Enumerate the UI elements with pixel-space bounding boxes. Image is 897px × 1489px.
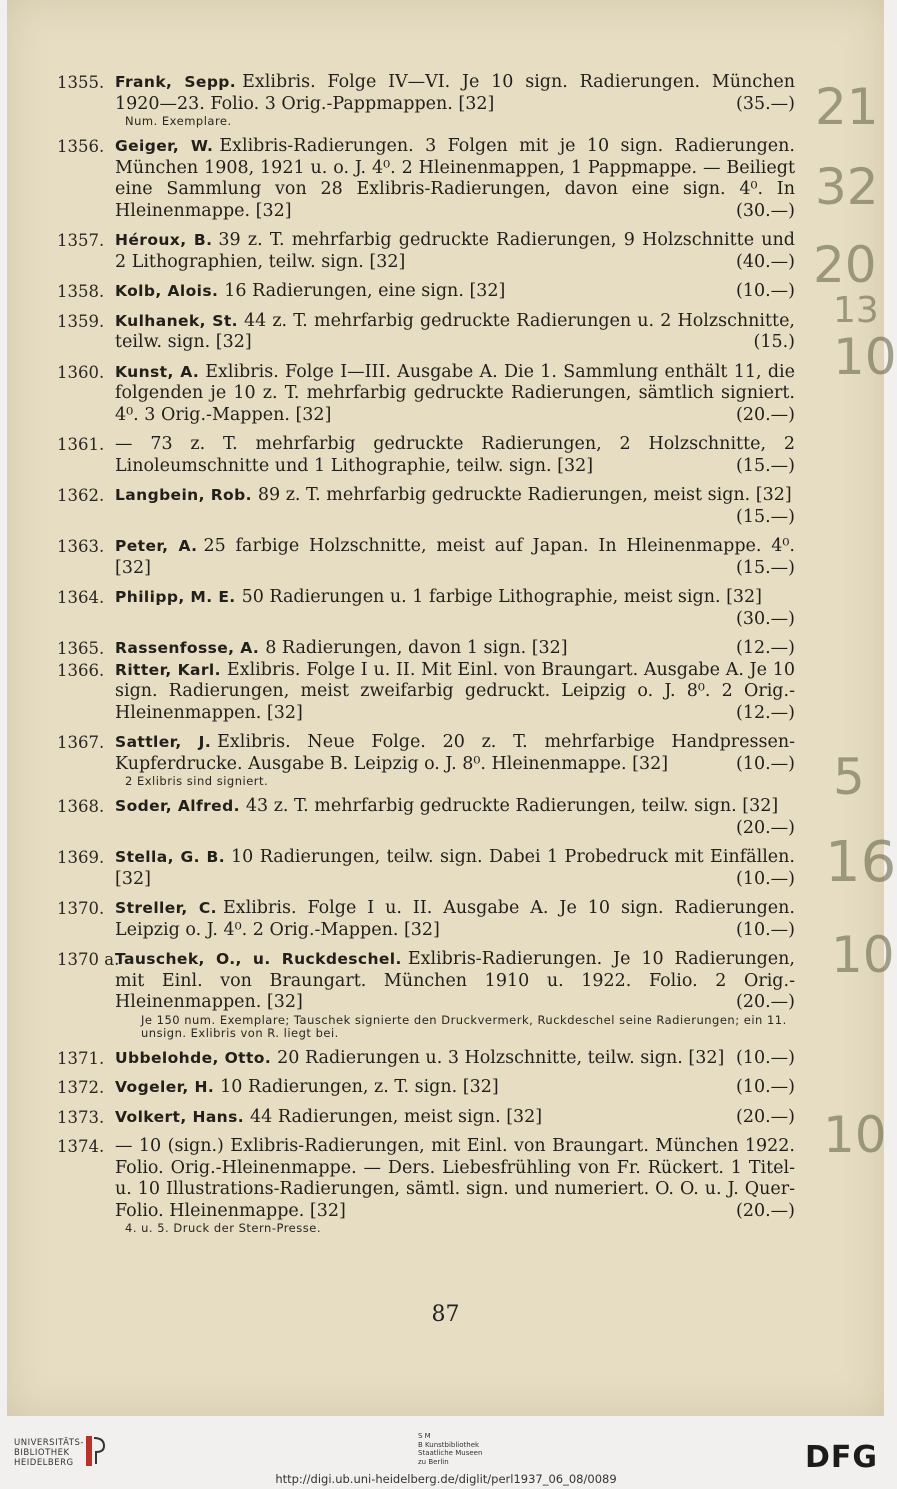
entry-price: (20.—) [736,817,795,838]
catalog-entry [7,949,884,1040]
entry-text: 50 Radierungen u. 1 farbige Lithographie, meist sign. [32] [241,587,763,607]
entry-text: — 73 z. T. mehrfarbig gedruckte Radierungen, 2 Holzschnitte, 2 Linoleumschnitte und 1 Lithographie, teilw. sign. [32] [115,434,795,476]
artist-name: Peter, A. [115,537,198,555]
entry-number: 1374. [57,1137,105,1156]
catalog-entry [7,898,884,941]
margin-note: 13 [833,290,879,331]
entry-note: 2 Exlibris sind signiert. [125,774,269,788]
library-line: UNIVERSITÄTS- [14,1438,84,1448]
library-line: BIBLIOTHEK [14,1448,70,1458]
catalog-entry [7,311,884,354]
catalog-entry [7,1107,884,1129]
artist-name: Frank, Sepp. [115,73,237,91]
entry-price: (15.) [753,332,795,352]
catalog-entry [7,536,884,579]
entry-body [115,1048,795,1070]
artist-name: Rassenfosse, A. [115,639,260,657]
entry-number: 1368. [57,797,105,816]
entry-number: 1369. [57,848,105,867]
catalog-entry [7,136,884,222]
entry-number: 1365. [57,639,105,658]
entry-text: Exlibris. Folge I u. II. Ausgabe A. Je 10 sign. Radierungen. Leipzig o. J. 4⁰. 2 Orig.-Mappen. [32] [115,898,795,940]
artist-name: Tauschek, O., u. Ruckdeschel. [115,950,402,968]
entry-price: (20.—) [736,1200,795,1221]
entry-number: 1361. [57,435,105,454]
entry-number: 1359. [57,311,105,331]
artist-name: Streller, C. [115,899,217,917]
entry-number: 1372. [57,1078,105,1097]
entry-text: Exlibris-Radierungen. Je 10 Radierungen, mit Einl. von Braungart. München 1910 u. 1922. Folio. 2 Orig.-Hleinenmappen. [32] [115,949,795,1012]
margin-note: 21 [815,78,879,136]
margin-note: 5 [833,748,865,806]
entry-body [115,1107,795,1129]
catalog-entry [7,732,884,788]
entry-price: (15.—) [736,557,795,578]
page-number: 87 [431,1302,460,1327]
credit-line: B Kunstbibliothek [418,1440,480,1449]
artist-name: Soder, Alfred. [115,797,240,815]
entry-text: Exlibris. Neue Folge. 20 z. T. mehrfarbige Handpressen-Kupferdrucke. Ausgabe B. Leipzig o. J. 8⁰. Hleinenmappe. [32] [115,732,795,774]
library-line: HEIDELBERG [14,1458,74,1468]
entry-text: Exlibris. Folge IV—VI. Je 10 sign. Radierungen. München 1920—23. Folio. 3 Orig.-Pappmappen. [32] [115,72,796,114]
entry-note: Num. Exemplare. [125,114,232,128]
entry-price: (20.—) [736,404,795,425]
artist-name: Kulhanek, St. [115,311,238,330]
entry-number: 1370. [57,899,105,918]
credit-line: zu Berlin [418,1457,449,1466]
entry-price: (35.—) [736,93,795,114]
entry-price: (10.—) [736,1077,795,1097]
catalog-entry [7,230,884,273]
entry-number: 1373. [57,1107,105,1127]
entry-list [7,72,884,1243]
entry-number: 1366. [57,660,105,680]
entry-price: (30.—) [736,200,795,221]
entry-number: 1356. [57,137,105,156]
artist-name: Philipp, M. E. [115,588,236,606]
entry-body [115,485,795,528]
entry-body [115,796,795,839]
artist-name: Vogeler, H. [115,1078,215,1096]
artist-name: Sattler, J. [115,733,212,751]
entry-price: (40.—) [736,251,795,272]
dfg-logo: DFG [804,1440,878,1475]
entry-price: (10.—) [736,919,795,940]
entry-text: 10 Radierungen, teilw. sign. Dabei 1 Probedruck mit Einfällen. [32] [115,847,795,889]
margin-note: 10 [823,1106,887,1164]
entry-note: 4. u. 5. Druck der Stern-Presse. [125,1221,321,1235]
catalog-entry [7,1136,884,1235]
footer-bar [0,1416,892,1489]
entry-body [115,638,795,660]
library-emblem-icon [82,1434,108,1468]
catalog-entry [7,362,884,427]
entry-text: 20 Radierungen u. 3 Holzschnitte, teilw. sign. [32] [277,1047,725,1068]
library-logo-text [14,1438,84,1468]
artist-name: Geiger, W. [115,137,214,155]
margin-note: 10 [833,328,897,386]
entry-number: 1364. [57,588,105,607]
entry-body [115,136,795,222]
entry-price: (30.—) [736,608,795,629]
catalog-entry [7,847,884,890]
entry-price: (15.—) [736,506,795,527]
entry-note: Je 150 num. Exemplare; Tauschek signierte den Druckvermerk, Ruckdeschel seine Radierungen; ein 11. unsign. Exlibris von R. liegt bei. [141,1012,787,1040]
artist-name: Ubbelohde, Otto. [115,1048,272,1067]
artist-name: Kolb, Alois. [115,282,219,300]
entry-text: 10 Radierungen, z. T. sign. [32] [220,1077,499,1097]
entry-body [115,434,795,477]
catalog-entry [7,281,884,303]
entry-text: 89 z. T. mehrfarbig gedruckte Radierungen, meist sign. [32] [257,485,792,505]
entry-number: 1370 a. [57,950,120,969]
entry-text: 16 Radierungen, eine sign. [32] [224,281,506,301]
entry-number: 1357. [57,231,105,250]
entry-text: 8 Radierungen, davon 1 sign. [32] [265,638,568,658]
entry-text: 39 z. T. mehrfarbig gedruckte Radierungen, 9 Holzschnitte und 2 Lithographien, teilw. sign. [32] [115,230,795,272]
entry-body [115,536,795,579]
entry-number: 1367. [57,733,105,752]
catalog-entry [7,587,884,630]
entry-number: 1363. [57,537,105,556]
entry-text: 44 z. T. mehrfarbig gedruckte Radierungen u. 2 Holzschnitte, teilw. sign. [32] [115,310,795,352]
artist-name: Héroux, B. [115,231,213,249]
artist-name: Langbein, Rob. [115,486,252,504]
entry-body [115,949,795,1014]
entry-price: (10.—) [736,868,795,889]
catalog-page [7,0,897,1416]
catalog-entry [7,638,884,660]
entry-body [115,362,795,427]
entry-body [115,732,795,775]
entry-number: 1362. [57,486,105,505]
entry-body [115,847,795,890]
entry-text: Exlibris-Radierungen. 3 Folgen mit je 10 sign. Radierungen. München 1908, 1921 u. o. J. 4⁰. 2 Hleinenmappen, 1 Pappmappe. — Beiliegt eine Sammlung von 28 Exlibris-Radierungen, davon eine sign. 4⁰. In Hleinenmappe. [32] [115,136,795,221]
entry-price: (20.—) [736,1106,795,1127]
entry-price: (20.—) [736,992,795,1012]
entry-body [115,1077,795,1099]
entry-body [115,1136,795,1222]
margin-note: 16 [825,830,897,895]
artist-name: Stella, G. B. [115,848,226,866]
entry-price: (10.—) [736,1047,795,1068]
entry-number: 1371. [57,1048,105,1068]
entry-text: — 10 (sign.) Exlibris-Radierungen, mit Einl. von Braungart. München 1922. Folio. Orig.-Hleinenmappe. — Ders. Liebesfrühling von Fr. Rückert. 1 Titel- u. 10 Illustrations-Radierungen, sämtl. sign. und numeriert. O. O. u. J. Quer-Folio. Hleinenmappe. [32] [115,1136,795,1221]
entry-number: 1358. [57,282,105,301]
entry-text: 25 farbige Holzschnitte, meist auf Japan. In Hleinenmappe. 4⁰. [32] [115,536,795,578]
margin-note: 32 [815,158,879,216]
entry-body [115,72,795,115]
entry-body [115,898,795,941]
entry-price: (10.—) [736,753,795,774]
entry-body [115,230,795,273]
entry-price: (15.—) [736,455,795,476]
entry-body [115,311,795,354]
entry-body [115,587,795,630]
catalog-entry [7,72,884,128]
entry-price: (12.—) [736,702,795,723]
source-url[interactable]: http://digi.ub.uni-heidelberg.de/diglit/perl1937_06_08/0089 [275,1472,617,1486]
artist-name: Kunst, A. [115,362,200,381]
entry-body [115,281,795,303]
museum-credit [418,1432,482,1466]
credit-line: S M [418,1432,431,1440]
entry-text: 43 z. T. mehrfarbig gedruckte Radierungen, teilw. sign. [32] [245,796,779,816]
catalog-entry [7,660,884,725]
entry-text: Exlibris. Folge I u. II. Mit Einl. von Braungart. Ausgabe A. Je 10 sign. Radierungen, meist zweifarbig gedruckt. Leipzig o. J. 8⁰. 2 Orig.-Hleinenmappen. [32] [115,659,796,723]
entry-text: Exlibris. Folge I—III. Ausgabe A. Die 1. Sammlung enthält 11, die folgenden je 10 z. T. mehrfarbig gedruckte Radierungen, sämtlich signiert. 4⁰. 3 Orig.-Mappen. [32] [115,361,795,425]
catalog-entry [7,796,884,839]
artist-name: Ritter, Karl. [115,660,221,679]
entry-price: (10.—) [736,281,795,301]
catalog-entry [7,485,884,528]
margin-note: 10 [831,926,895,984]
artist-name: Volkert, Hans. [115,1107,245,1126]
entry-number: 1360. [57,362,105,382]
entry-price: (12.—) [736,638,795,658]
catalog-entry [7,434,884,477]
margin-note: 20 [813,236,877,294]
entry-body [115,660,795,725]
entry-text: 44 Radierungen, meist sign. [32] [250,1106,543,1127]
catalog-entry [7,1077,884,1099]
entry-number: 1355. [57,73,105,92]
catalog-entry [7,1048,884,1070]
credit-line: Staatliche Museen [418,1449,483,1457]
